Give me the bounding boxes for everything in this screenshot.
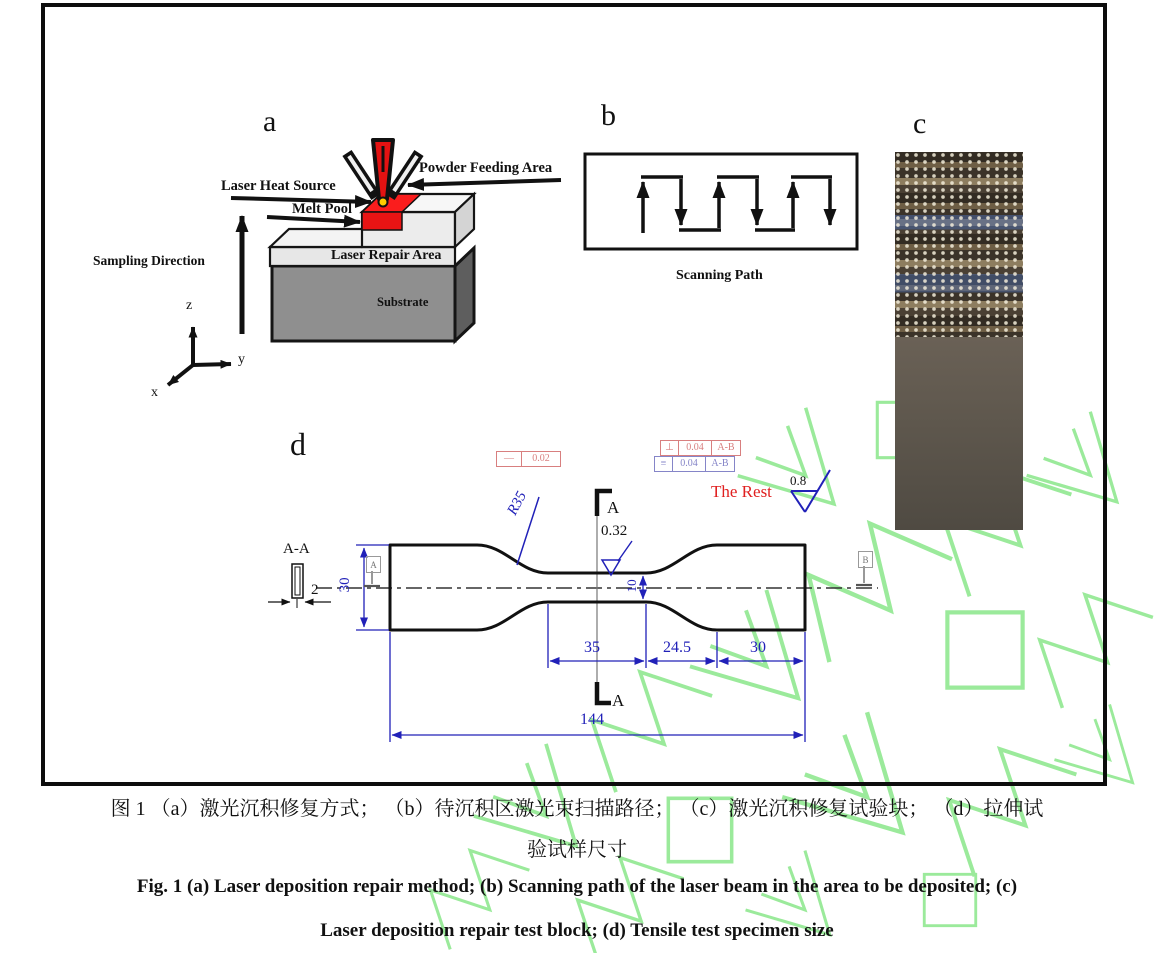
caption-en-line1: Fig. 1 (a) Laser deposition repair method; (b) Scanning path of the laser beam in the area to be deposited; (c) (136, 876, 1018, 897)
substrate-region (895, 337, 1023, 530)
laser-spot (379, 198, 388, 207)
panel-c-letter: c (913, 107, 927, 140)
sampling-direction-label: Sampling Direction (93, 253, 205, 268)
section-mark-top: A (607, 498, 620, 517)
substrate-label: Substrate (377, 295, 429, 309)
tolerance-frame-straightness (496, 451, 561, 467)
caption-zh-line2: 验试样尺寸 (527, 839, 627, 861)
panel-a-letter: a (263, 105, 277, 138)
section-aa-label: A-A (283, 541, 310, 557)
datum-a-box: A (366, 556, 381, 573)
powder-feeding-label: Powder Feeding Area (419, 160, 553, 176)
fillet-radius-label: R35 (504, 489, 531, 518)
specimen-drawing (268, 470, 878, 742)
laser-heat-source-label: Laser Heat Source (221, 178, 336, 194)
dim-thickness: 2 (311, 582, 319, 598)
datum-a-stem (364, 571, 380, 586)
dim-grip-width: 30 (337, 577, 354, 593)
tol-sym-value: 0.04 (672, 456, 706, 472)
datum-b-box: B (858, 551, 873, 568)
roughness-rest-value: 0.8 (790, 473, 807, 488)
tol-perp-datum: A-B (711, 440, 741, 456)
scanning-path-diagram (585, 154, 857, 249)
panel-b-letter: b (601, 99, 616, 132)
dim-gauge-length: 35 (584, 639, 600, 656)
scanning-path-label: Scanning Path (676, 268, 763, 283)
tol-sym-symbol: ≡ (654, 456, 673, 472)
tol-sym-datum: A-B (705, 456, 735, 472)
tol-perp-value: 0.04 (678, 440, 712, 456)
test-block-photo (895, 152, 1023, 530)
melt-pool-label: Melt Pool (292, 201, 352, 217)
deposited-layers-region (895, 152, 1023, 337)
dim-gauge-width: 10 (624, 579, 640, 593)
tol-straightness-symbol: — (496, 451, 522, 467)
axis-y-label: y (238, 352, 245, 367)
panel-d-letter: d (290, 426, 306, 462)
tolerance-frame-symmetry (654, 456, 735, 472)
coordinate-axes (168, 327, 231, 385)
datum-b-stem (856, 566, 872, 585)
axis-z-label: z (186, 298, 193, 313)
section-view-aa (268, 564, 331, 608)
tol-straightness-value: 0.02 (521, 451, 561, 467)
the-rest-label: The Rest (711, 482, 772, 501)
dim-total-length: 144 (580, 711, 604, 728)
axis-x-label: x (151, 385, 158, 400)
tol-perp-symbol: ⊥ (660, 440, 679, 456)
caption-zh-line1: 图 1 （a）激光沉积修复方式； （b）待沉积区激光束扫描路径； （c）激光沉积修复试验块； （d）拉伸试 (110, 798, 1044, 820)
caption-en-line2: Laser deposition repair test block; (d) Tensile test specimen size (320, 920, 834, 941)
dim-grip-length: 30 (750, 639, 766, 656)
section-mark-bottom: A (612, 691, 625, 710)
laser-repair-area-label: Laser Repair Area (331, 248, 442, 263)
tolerance-frame-perpendicularity (660, 440, 741, 456)
roughness-gauge-value: 0.32 (601, 523, 628, 539)
dim-transition: 24.5 (663, 639, 691, 656)
